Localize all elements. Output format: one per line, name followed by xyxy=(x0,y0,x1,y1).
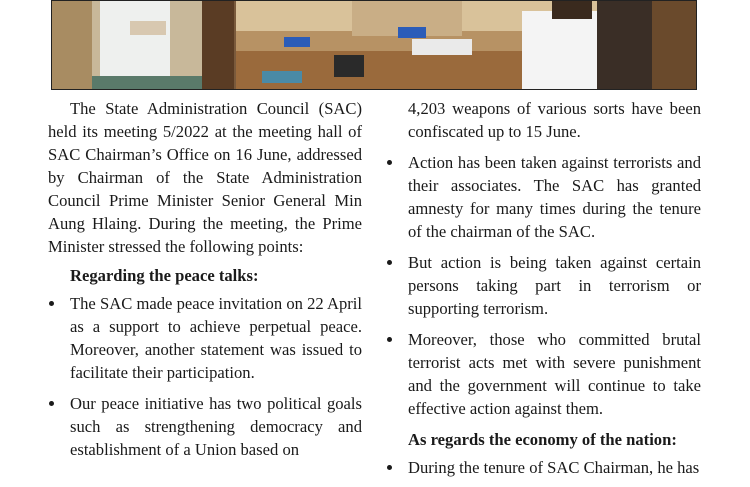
list-item xyxy=(48,292,362,384)
intro-paragraph: The State Administration Council (SAC) held its meeting 5/2022 at the meeting hall of SAC Chairman’s Office on 16 June, addressed by Chairman of the State Administration Council Prime Minister Senior General Min Aung Hlaing. During the meeting, the Prime Minister stressed the following points: xyxy=(48,99,362,256)
right-column xyxy=(386,97,701,487)
economy-heading: As regards the economy of the nation: xyxy=(408,430,677,449)
meeting-photo-illustration xyxy=(52,1,697,90)
bullet-icon xyxy=(387,337,392,342)
list-item-text: The SAC made peace invitation on 22 April as a support to achieve perpetual peace. Moreover, another statement was issued to facilitate their participation. xyxy=(70,294,362,382)
peace-talks-heading: Regarding the peace talks: xyxy=(70,266,259,285)
list-item xyxy=(386,151,701,243)
bullet-icon xyxy=(387,465,392,470)
list-item xyxy=(386,251,701,320)
list-item-text: But action is being taken against certain persons taking part in terrorism or supporting terrorism. xyxy=(408,253,701,318)
bullet-icon xyxy=(387,260,392,265)
meeting-photo xyxy=(51,0,697,90)
bullet-icon xyxy=(49,401,54,406)
list-item-text: Moreover, those who committed brutal terrorist acts met with severe punishment and the government will continue to take effective action against them. xyxy=(408,330,701,418)
left-column xyxy=(48,97,362,469)
list-item xyxy=(386,328,701,420)
bullet-icon xyxy=(49,301,54,306)
list-item-text: Action has been taken against terrorists and their associates. The SAC has granted amnesty for many times during the tenure of the chairman of the SAC. xyxy=(408,153,701,241)
list-item xyxy=(48,392,362,461)
bullet-icon xyxy=(387,160,392,165)
continuation-paragraph: 4,203 weapons of various sorts have been confiscated up to 15 June. xyxy=(408,99,701,141)
list-item xyxy=(386,456,701,479)
list-item-text: Our peace initiative has two political goals such as strengthening democracy and establishment of a Union based on xyxy=(70,394,362,459)
list-item-text: During the tenure of SAC Chairman, he has xyxy=(408,458,700,477)
